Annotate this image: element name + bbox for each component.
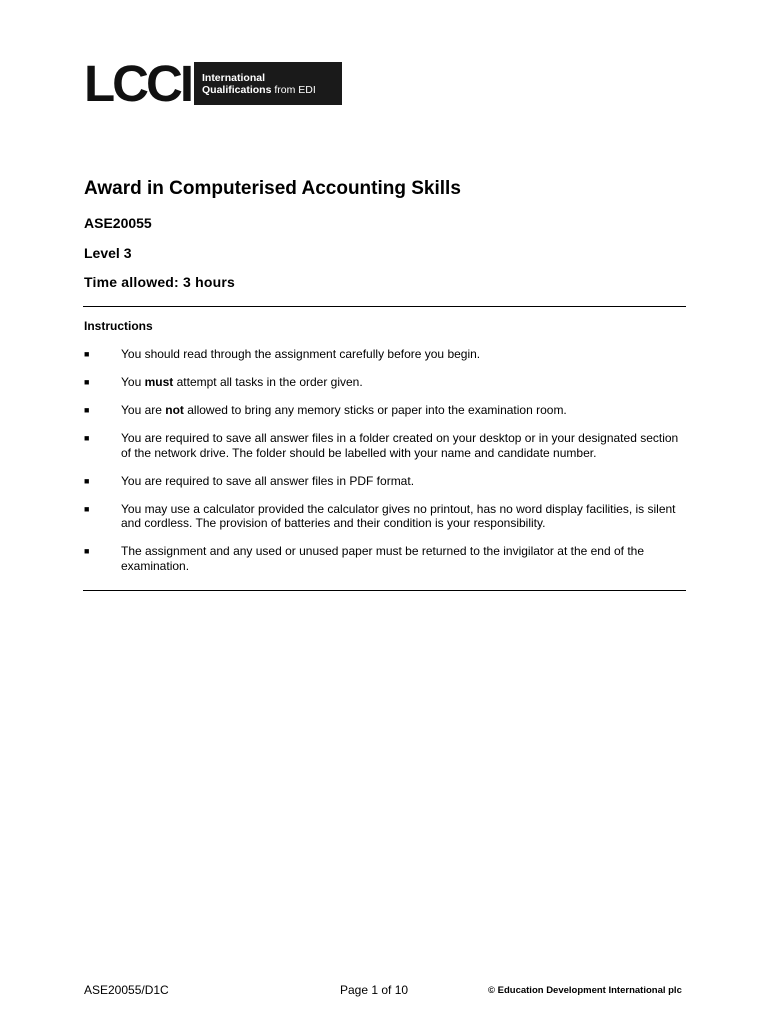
bullet-icon: ■ (84, 405, 90, 415)
logo-tagline (194, 62, 342, 105)
instruction-item: ■ You should read through the assignment carefully before you begin. (84, 347, 481, 361)
divider-bottom (83, 590, 686, 591)
divider-top (83, 306, 686, 307)
document-level: Level 3 (84, 245, 132, 261)
lcci-logo (84, 55, 342, 112)
logo-line-2: Qualifications from EDI (201, 83, 316, 96)
copyright-notice: © Education Development International plc (488, 985, 682, 996)
instruction-item: ■ You may use a calculator provided the calculator gives no printout, has no word display facilities, is silent and cordless. The provision of batteries and their condition is your responsibility. (84, 501, 676, 530)
logo-mark: LCCI (84, 55, 191, 112)
bullet-icon: ■ (84, 377, 90, 387)
instruction-item: ■ You are not allowed to bring any memory sticks or paper into the examination room. (84, 403, 567, 417)
bullet-icon: ■ (84, 546, 90, 556)
instruction-item: ■ You are required to save all answer files in a folder created on your desktop or in your designated section of the network drive. The folder should be labelled with your name and candidate number. (84, 431, 679, 460)
instructions-heading: Instructions (84, 319, 153, 333)
instruction-item: ■ You are required to save all answer files in PDF format. (84, 473, 415, 488)
instruction-item: ■ You must attempt all tasks in the order given. (84, 375, 363, 389)
logo-line-1: International (201, 71, 265, 84)
document-code: ASE20055 (84, 215, 152, 231)
bullet-icon: ■ (84, 503, 90, 514)
time-allowed: Time allowed: 3 hours (84, 274, 235, 290)
instructions-list (84, 347, 686, 587)
bullet-icon: ■ (84, 475, 90, 486)
bullet-icon: ■ (84, 433, 90, 443)
document-title: Award in Computerised Accounting Skills (84, 178, 461, 199)
footer-reference: ASE20055/D1C (84, 983, 169, 997)
page-number: Page 1 of 10 (340, 983, 409, 997)
instruction-item: ■ The assignment and any used or unused paper must be returned to the invigilator at the end of the examination. (84, 544, 645, 573)
bullet-icon: ■ (84, 349, 90, 359)
